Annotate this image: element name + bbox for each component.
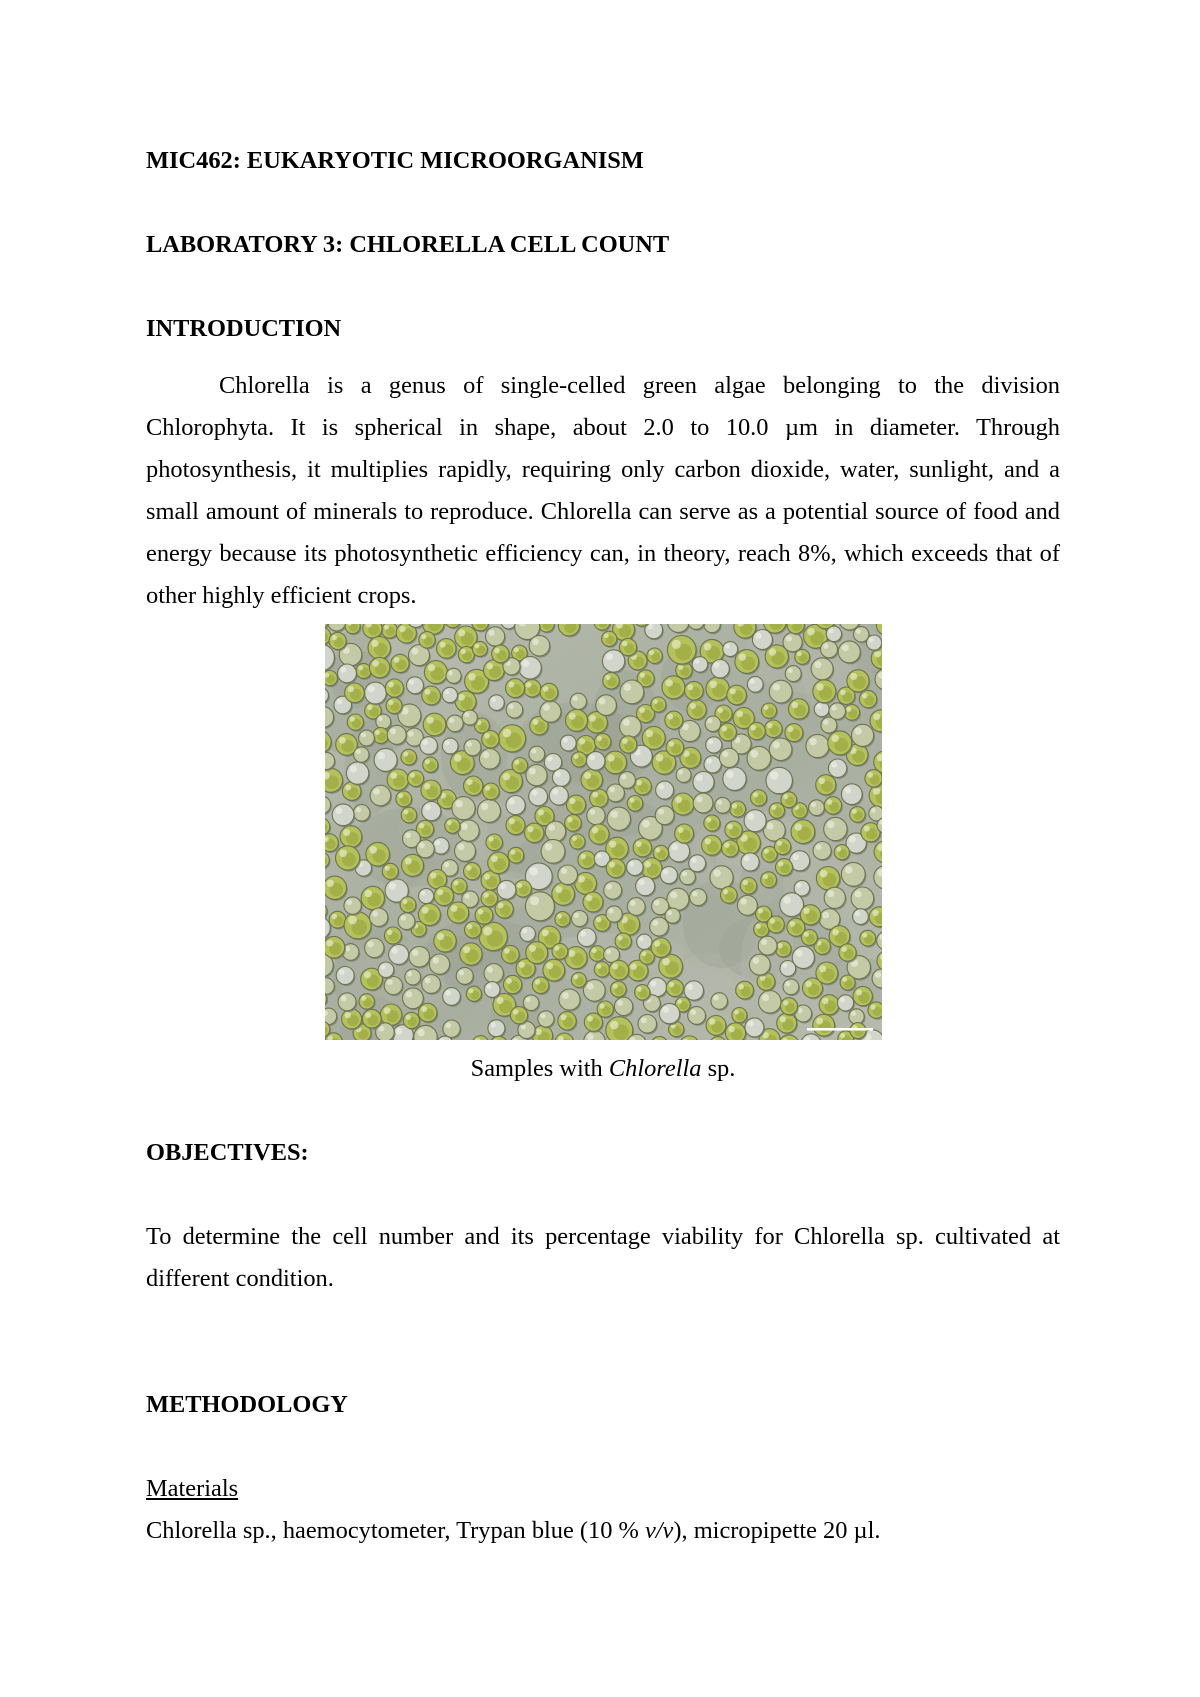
materials-list: Chlorella sp., haemocytometer, Trypan blue (10 % xyxy=(146,1517,645,1544)
materials-heading: Materials xyxy=(146,1475,239,1502)
objectives-text: To determine the cell number and its percentage viability for Chlorella sp. cultivated at different condition. xyxy=(146,1223,1060,1292)
objectives-heading: OBJECTIVES: xyxy=(146,1139,309,1166)
figure-caption xyxy=(146,1048,1060,1090)
introduction-paragraph: Chlorella is a genus of single-celled green algae belonging to the division Chlorophyta. It is spherical in shape, about 2.0 to 10.0 µm in diameter. Through photosynthesis, it multiplies rapidly, requiring only carbon dioxide, water, sunlight, and a small amount of minerals to reproduce. Chlorella can serve as a potential source of food and energy because its photosynthetic efficiency can, in theory, reach 8%, which exceeds that of other highly efficient crops. xyxy=(146,372,1060,609)
materials-text xyxy=(146,1510,1060,1552)
document-body xyxy=(146,140,1060,1552)
caption-text-end: sp. xyxy=(701,1055,736,1082)
figure xyxy=(146,624,1060,1040)
materials-list-end: ), micropipette 20 µl. xyxy=(673,1517,881,1544)
caption-text: Samples with xyxy=(470,1055,609,1082)
lab-title: LABORATORY 3: CHLORELLA CELL COUNT xyxy=(146,231,670,258)
chlorella-micrograph xyxy=(325,624,882,1040)
caption-species-name: Chlorella xyxy=(608,1055,702,1082)
course-title: MIC462: EUKARYOTIC MICROORGANISM xyxy=(146,147,644,174)
scale-bar xyxy=(807,1028,873,1031)
materials-unit-italic: v/v xyxy=(644,1517,674,1544)
methodology-heading: METHODOLOGY xyxy=(146,1391,348,1418)
introduction-heading: INTRODUCTION xyxy=(146,315,342,342)
